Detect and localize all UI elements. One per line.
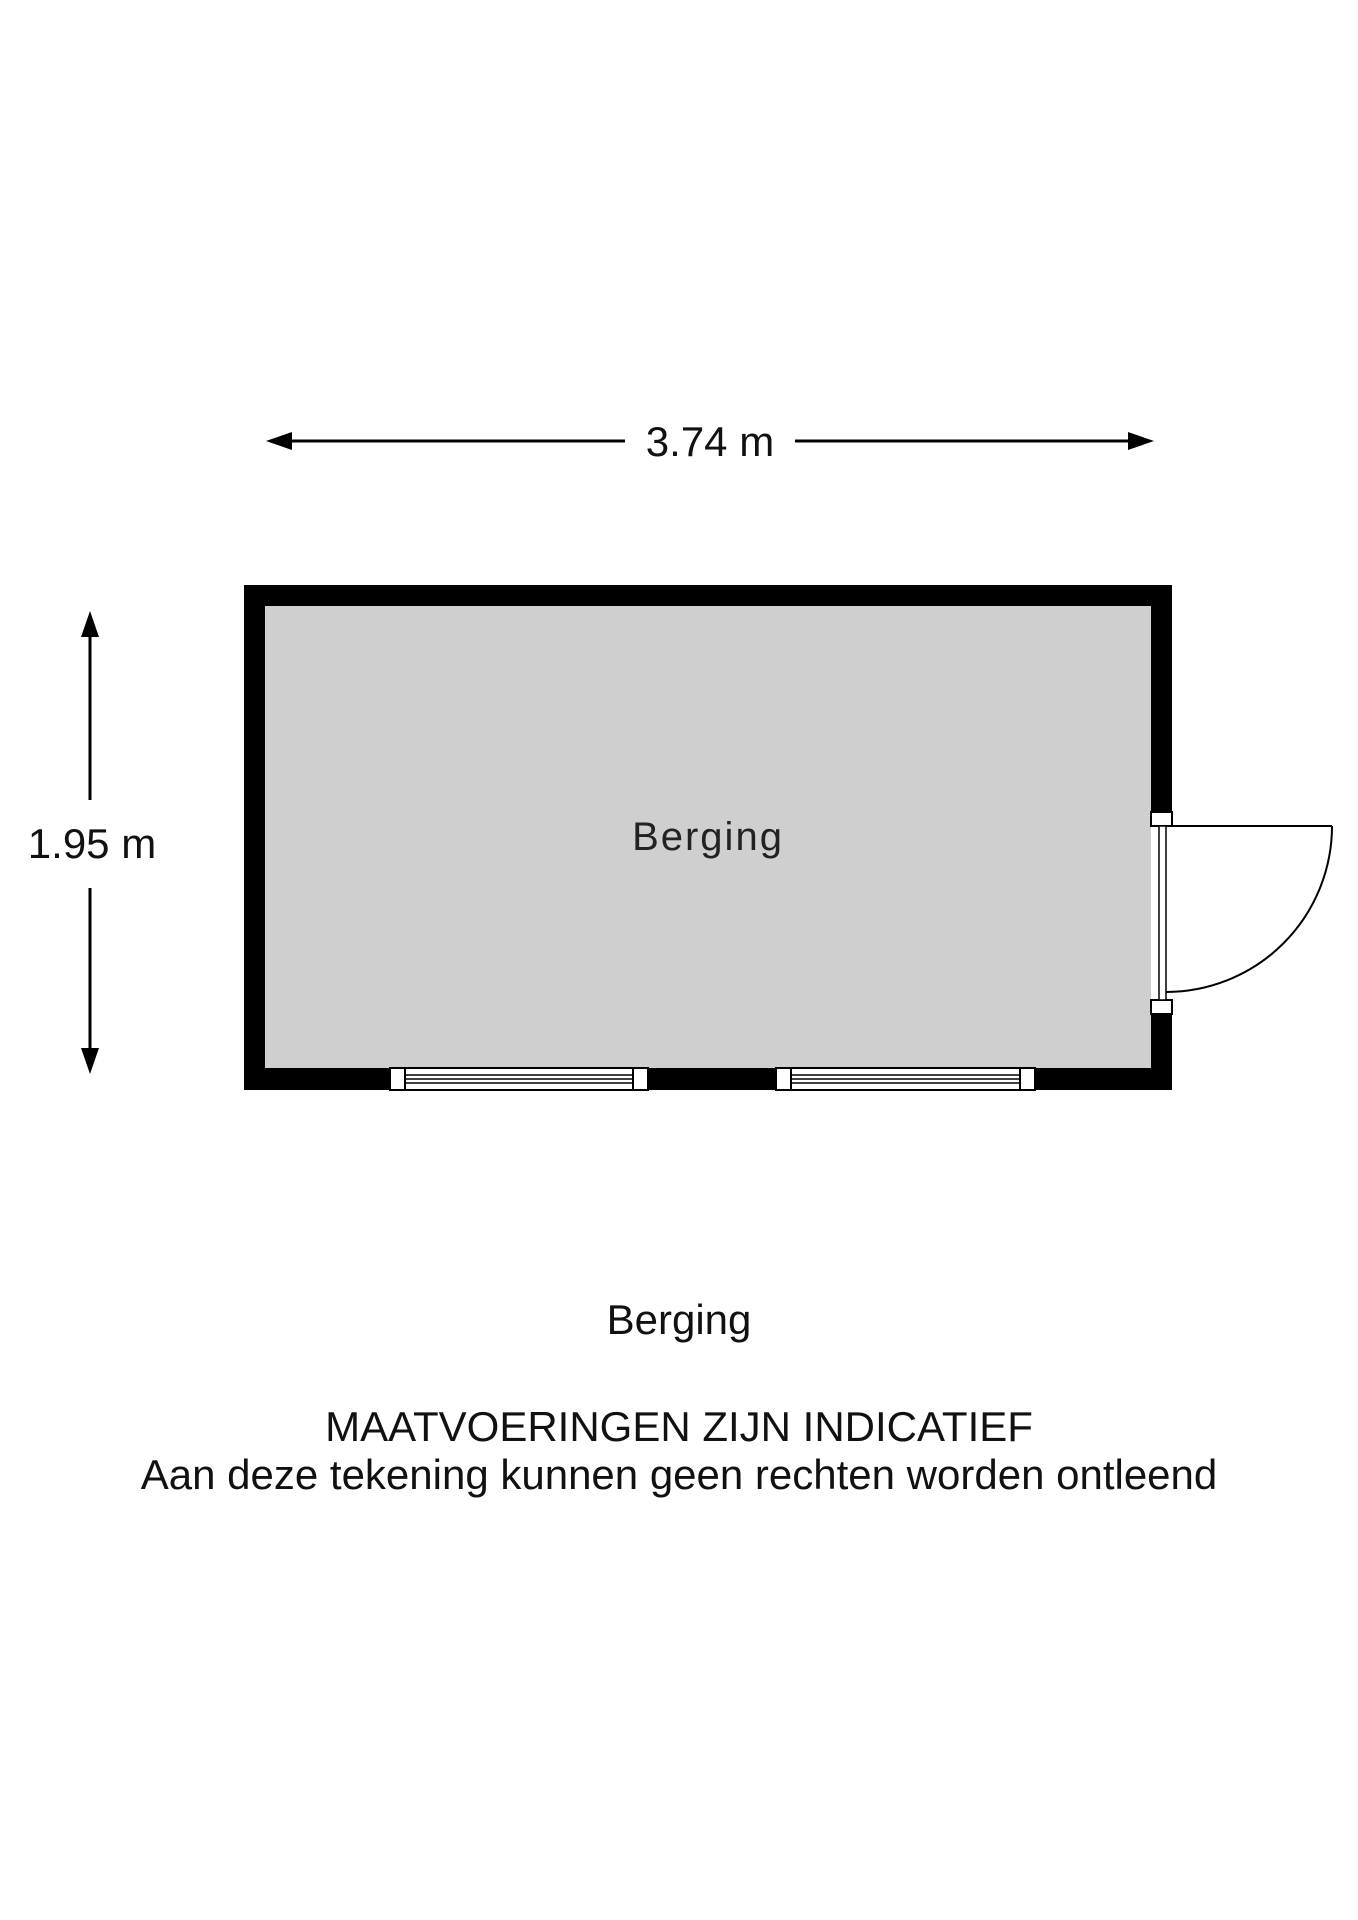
- wall-bottom-middle: [648, 1068, 776, 1090]
- width-dimension: [266, 418, 1154, 465]
- wall-bottom-right: [1035, 1068, 1172, 1090]
- window-right: [776, 1068, 1035, 1090]
- arrow-up-icon: [81, 611, 99, 637]
- wall-bottom-left: [244, 1068, 390, 1090]
- wall-left: [244, 585, 265, 1090]
- door-leaf: [1159, 826, 1166, 1000]
- disclaimer-text: Aan deze tekening kunnen geen rechten worden ontleend: [140, 1451, 1218, 1498]
- door-swing-arc: [1166, 826, 1332, 992]
- door-jamb-top: [1151, 812, 1172, 826]
- door-right: [1151, 812, 1332, 1014]
- disclaimer-heading: MAATVOERINGEN ZIJN INDICATIEF: [325, 1403, 1033, 1450]
- height-dimension: [28, 611, 156, 1074]
- arrow-down-icon: [81, 1048, 99, 1074]
- plan-caption-title: Berging: [606, 1296, 752, 1343]
- window-left: [390, 1068, 648, 1090]
- wall-top: [244, 585, 1172, 606]
- width-dimension-label: 3.74 m: [645, 418, 775, 465]
- room-label: Berging: [632, 815, 784, 859]
- arrow-right-icon: [1128, 432, 1154, 450]
- height-dimension-label: 1.95 m: [27, 820, 157, 867]
- room-berging: [244, 585, 1332, 1090]
- wall-right-upper: [1151, 585, 1172, 812]
- door-jamb-bottom: [1151, 1000, 1172, 1014]
- arrow-left-icon: [266, 432, 292, 450]
